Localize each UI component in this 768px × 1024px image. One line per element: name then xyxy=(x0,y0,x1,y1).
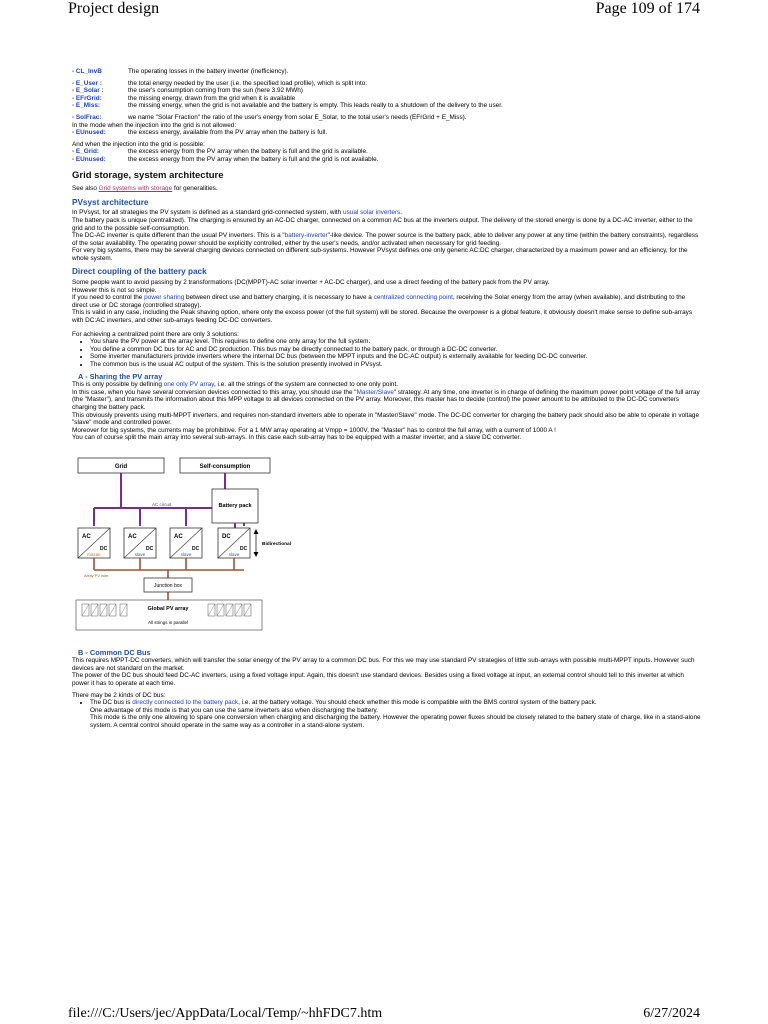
definition-text: The operating losses in the battery inverter (inefficiency). xyxy=(128,68,289,75)
architecture-diagram xyxy=(72,452,702,645)
list-item: • The common bus is the usual AC output of the system. This is the solution presently involved in PVsyst. xyxy=(90,361,702,369)
common-dc-bus-heading: B - Common DC Bus xyxy=(78,647,151,657)
battery-pack-label: Battery pack xyxy=(218,502,252,509)
unit-top-label: AC xyxy=(128,533,137,540)
direct-coupling-heading: Direct coupling of the battery pack xyxy=(72,267,207,277)
definition-group-1 xyxy=(72,68,702,76)
unit-role-label: slave xyxy=(228,551,240,557)
bidirectional-label: Bidirectional xyxy=(262,541,292,547)
sharing-p1 xyxy=(72,381,702,389)
definition-term: - CL_InvB xyxy=(72,68,102,75)
definition-row xyxy=(72,114,702,122)
master-slave-link[interactable]: Master/Slave xyxy=(356,388,394,396)
see-also-post: for generalities. xyxy=(172,185,218,193)
header-title: Project design xyxy=(68,0,160,17)
converter-unit xyxy=(78,528,110,558)
text: , receiving the Solar energy from the array (when available), and distributing to the direct use or DC storage (controlled strategy). xyxy=(72,294,686,309)
list-item: • You share the PV power at the array level. This requires to define one only array for the full system. xyxy=(90,338,702,346)
unit-bottom-label: DC xyxy=(100,545,108,552)
self-consumption-label: Self-consumption xyxy=(199,463,251,470)
mode-no-injection: In the mode when the injection into the grid is not allowed: xyxy=(72,121,237,129)
text: "-like device. The power source is the battery pack, able to deliver any power at any time (within the battery constraints), regardless of the solar availability. The operating power should be explicitly controlled, either by the user's needs, and/or activated when necessary for grid feeding. xyxy=(72,232,699,247)
definition-term: - E_Solar : xyxy=(72,87,104,95)
text: " strategy. At any time, one inverter is in charge of defining the maximum power point voltage of the full array (the "Master"), and transmits the information about this MPP voltage to all devices connected on the PV array. Moreover, this master has to decide (control) the power amount to be attributed to the DC-DC converters charging the battery pack. xyxy=(72,388,700,411)
text: The DC bus is xyxy=(90,699,133,707)
battery-connected-link[interactable]: directly connected to the battery pack xyxy=(132,699,239,707)
direct-p4: This is valid in any case, including the Peak shaving option, where only the excess power (of the full system) will be stored. Because the overpower is a global feature, it obviously doesn't make sense to define sub-arrays with DC:AC inverters, and other sub-arrays feeding DC-DC converters. xyxy=(72,309,693,325)
common-p2: The power of the DC bus should feed DC-AC inverters, using a fixed voltage input. Again, this doesn't use standard devices. Besides using a fixed voltage at input, an external control should tell to this inverter at which power it has to operate at each time. xyxy=(72,672,684,687)
definition-text: the total energy needed by the user (i.e. the specified load profile), which is split into: xyxy=(128,79,368,87)
all-strings-parallel-label: All strings in parallel xyxy=(147,619,189,625)
mode-injection: And when the injection into the grid is possible: xyxy=(72,140,205,148)
definition-term: - E_Grid: xyxy=(72,148,99,156)
pvsyst-p4: For very big systems, there may be several charging devices connected on different sub-systems. However PVsyst defines one only generic AC:DC charger, characterized by a maximum power and an efficiency, for the whole system. xyxy=(72,247,688,262)
ac-circuit-label: AC circuit xyxy=(152,501,172,507)
unit-role-label: slave xyxy=(134,551,146,557)
definition-row xyxy=(72,156,702,164)
definition-group-3 xyxy=(72,114,702,122)
see-also-pre: See also xyxy=(72,185,99,193)
unit-role-label: master xyxy=(87,551,101,557)
footer-date: 6/27/2024 xyxy=(643,1006,700,1021)
page-footer xyxy=(0,1006,768,1024)
sharing-p4: Moreover for big systems, the currents may be prohibitive. For a 1 MW array operating at Vmpp = 1000V, the "Master" has to control the full array, with a current of 1000 A ! xyxy=(72,426,556,434)
sharing-p2 xyxy=(72,389,702,412)
one-array-link[interactable]: one only PV array xyxy=(163,381,214,389)
text: This mode is the only one allowing to spare one conversion when charging and discharging the battery. However the operating power fluxes should be closely related to the battery state of charge, like in a stand-alone system. A central control should operate in the same way as a controller in a stand-alone system. xyxy=(90,714,701,729)
see-also-link[interactable]: Grid systems with storage xyxy=(98,185,173,193)
converter-unit xyxy=(170,528,202,558)
sharing-p3: This obviously prevents using multi-MPPT inverters, and requires non-standard inverters able to operate in "Master/Slave" mode. The DC-DC converter for charging the battery pack should also be able to operate in voltage "slave" mode and controlled power. xyxy=(72,411,699,427)
definition-term: - SolFrac: xyxy=(72,113,102,121)
text: between direct use and battery charging, it is necessary to have a xyxy=(184,294,374,302)
text: . xyxy=(400,209,402,217)
unit-role-label: slave xyxy=(180,551,192,557)
text: In PVsyst, for all strategies the PV system is defined as a standard grid-connected system, with xyxy=(72,209,344,217)
array-pv-wire-label: Array PV wire xyxy=(84,572,109,578)
diagram-svg xyxy=(72,452,372,642)
definition-text: the excess energy, available from the PV array when the battery is full. xyxy=(128,129,328,137)
list-item xyxy=(90,699,702,729)
header-page-number: Page 109 of 174 xyxy=(595,0,700,17)
converter-unit xyxy=(218,528,250,558)
direct-p2: However this is not so simple. xyxy=(72,286,157,294)
dc-bus-kinds-list xyxy=(72,699,702,729)
footer-file-path: file:///C:/Users/jec/AppData/Local/Temp/~hhFDC7.htm xyxy=(68,1006,383,1021)
definition-group-4 xyxy=(72,129,702,137)
sharing-p5: You can of course split the main array into several sub-arrays. In this case each sub-array has to be equipped with a master inverter, and a slave DC converter. xyxy=(72,434,522,442)
definition-row xyxy=(72,68,702,76)
bidirectional-arrow-icon xyxy=(254,529,259,557)
definition-text: the excess energy from the PV array when the battery is full and the grid is not available. xyxy=(128,155,379,163)
direct-p1: Some people want to avoid passing by 2 transformations (DC(MPPT)-AC solar inverter + AC-DC charger), and use a direct feeding of the battery pack from the PV array. xyxy=(72,279,550,287)
power-sharing-link[interactable]: power sharing xyxy=(144,294,185,302)
definition-row xyxy=(72,80,702,88)
pvsyst-p2: The battery pack is unique (centralized). The charging is ensured by an AC-DC charger, connected on a common AC bus at the inverters output. The delivery of the stored energy is done by a DC-AC inverter, either to the grid and to the possible self-consumption. xyxy=(72,216,693,232)
battery-inverter-link[interactable]: battery-inverter xyxy=(284,232,328,240)
direct-p3 xyxy=(72,294,702,309)
definition-group-5 xyxy=(72,148,702,163)
pvsyst-architecture-heading: PVsyst architecture xyxy=(72,197,149,207)
page-header xyxy=(0,0,768,22)
definition-text: the user's consumption coming from the sun (here 3.92 MWh) xyxy=(128,87,303,95)
definition-text: the excess energy from the PV array when the battery is full and the grid is available. xyxy=(128,148,368,156)
common-p1: This requires MPPT-DC converters, which will transfer the solar energy of the PV array to a common DC bus. For this we may use standard PV strategies of little sub-arrays with possible multi-MPPT inputs. However such devices are not standard on the market. xyxy=(72,657,695,672)
common-p3: There may be 2 kinds of DC bus: xyxy=(72,691,166,699)
definition-row xyxy=(72,95,702,103)
definition-term: - EFrGrid: xyxy=(72,94,102,102)
definition-row xyxy=(72,87,702,95)
usual-inverters-link[interactable]: usual solar inverters xyxy=(343,209,401,217)
converter-unit xyxy=(124,528,156,558)
unit-top-label: DC xyxy=(222,533,231,540)
definition-term: - EUnused: xyxy=(72,129,106,137)
direct-p5: For achieving a centralized point there are only 3 solutions: xyxy=(72,330,239,338)
grid-label: Grid xyxy=(114,463,128,470)
document-content xyxy=(72,68,702,729)
unit-bottom-label: DC xyxy=(240,545,248,552)
global-pv-array-label: Global PV array xyxy=(147,605,189,612)
unit-bottom-label: DC xyxy=(192,545,200,552)
text: This is only possible by defining xyxy=(72,381,164,389)
definition-row xyxy=(72,102,702,110)
definition-term: - E_User : xyxy=(72,79,102,87)
see-also xyxy=(72,185,702,193)
definition-group-2 xyxy=(72,80,702,110)
text: , i.e. all the strings of the system are connected to one only point. xyxy=(213,381,398,389)
section-title: Grid storage, system architecture xyxy=(72,169,224,181)
definition-term: - EUnused: xyxy=(72,155,106,163)
text: In this case, when you have several conversion devices connected to this array, you should use the " xyxy=(72,388,357,396)
centralized-point-link[interactable]: centralized connecting point xyxy=(373,294,453,302)
pvsyst-p3 xyxy=(72,232,702,247)
definition-text: we name "Solar Fraction" the ratio of the user's energy from solar E_Solar, to the total user's needs (EFrGrid + E_Miss). xyxy=(128,113,467,121)
list-item: • You define a common DC bus for AC and DC production. This bus may be directly connected to the battery pack, or through a DC-DC converter. xyxy=(90,346,702,354)
definition-term: - E_Miss: xyxy=(72,102,101,110)
unit-bottom-label: DC xyxy=(146,545,154,552)
unit-top-label: AC xyxy=(82,533,91,540)
text: If you need to control the xyxy=(72,294,145,302)
junction-box-label: Junction box xyxy=(153,582,183,589)
list-item: • Some inverter manufacturers provide inverters where the internal DC bus (between the MPPT inputs and the DC-AC output) is externally available for feeding DC-DC converter. xyxy=(90,353,702,361)
sharing-heading: A - Sharing the PV array xyxy=(78,371,163,381)
definition-row xyxy=(72,148,702,156)
definition-text: the missing energy, drawn from the grid when it is available xyxy=(128,94,296,102)
definition-text: the missing energy, when the grid is not available and the battery is empty. This leads really to a shutdown of the delivery to the user. xyxy=(128,102,503,110)
text: The DC-AC inverter is quite different than the usual PV inverters. This is a " xyxy=(72,232,285,240)
text: One advantage of this mode is that you can use the same inverters also when discharging the battery. xyxy=(90,706,378,714)
text: , i.e. at the battery voltage. You should check whether this mode is compatible with the BMS control system of the battery pack. xyxy=(238,699,597,707)
definition-row xyxy=(72,129,702,137)
pvsyst-p1 xyxy=(72,209,702,217)
solutions-list xyxy=(72,338,702,368)
unit-top-label: AC xyxy=(174,533,183,540)
